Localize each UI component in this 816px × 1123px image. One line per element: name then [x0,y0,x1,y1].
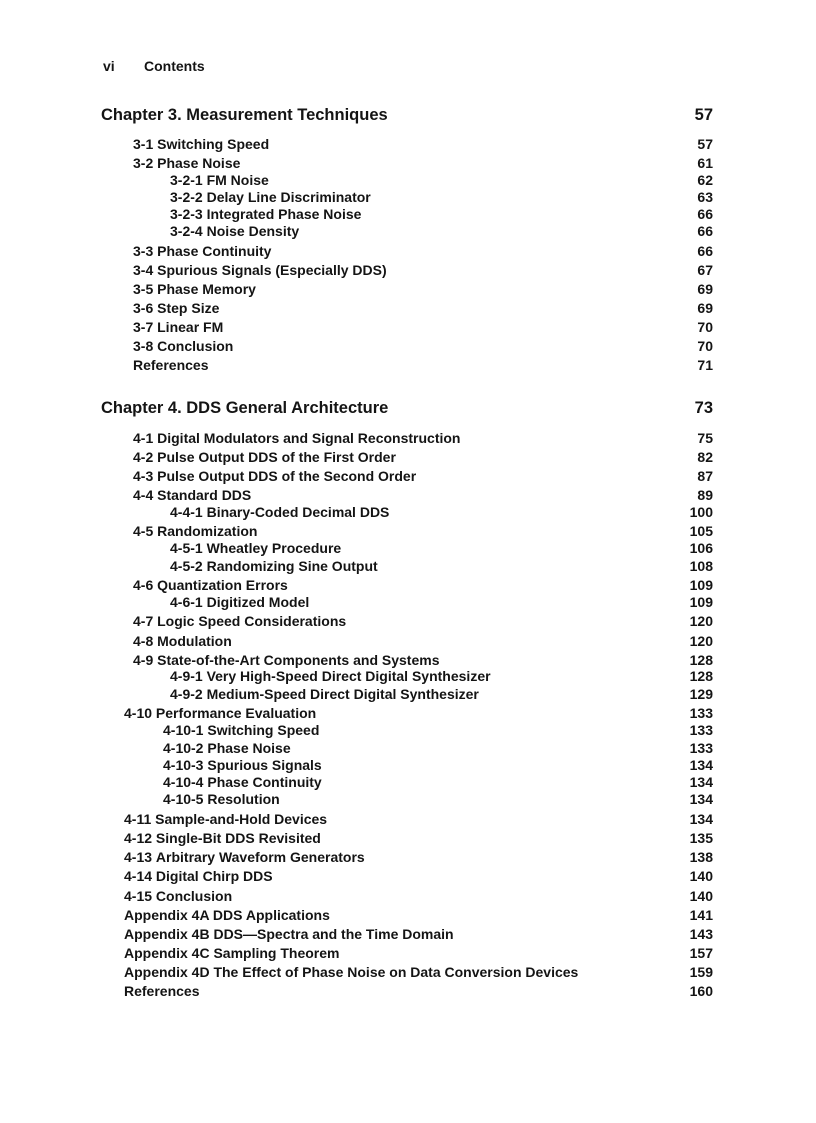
toc-entry[interactable] [124,888,713,904]
toc-entry-number: 4-9-2 [170,686,203,702]
toc-entry[interactable] [124,926,713,942]
toc-entry-label [170,206,361,222]
toc-entry-title: Digital Modulators and Signal Reconstruction [157,430,461,446]
toc-entry-title: Performance Evaluation [155,705,317,721]
toc-entry[interactable] [163,791,713,807]
toc-entry-title: Randomization [157,523,258,539]
chapter-page: 57 [694,106,713,124]
toc-entry-number: 4-4 [133,487,154,503]
toc-entry-title: Spurious Signals [207,757,322,773]
toc-entry-number: 4-9-1 [170,668,203,684]
toc-entry-label [170,189,371,205]
toc-entry-label [163,740,291,756]
toc-entry-label [170,504,389,520]
toc-entry-page: 141 [689,907,713,923]
toc-entry[interactable] [133,262,713,278]
toc-entry-title: Integrated Phase Noise [206,206,362,222]
toc-entry-number: 4-7 [133,613,154,629]
toc-entry[interactable] [170,189,713,205]
toc-entry[interactable] [133,155,713,171]
toc-entry-number: 4-10-1 [163,722,204,738]
toc-entry-title: Very High-Speed Direct Digital Synthesizer [206,668,491,684]
toc-entry-title: Switching Speed [207,722,320,738]
toc-entry[interactable] [170,558,713,574]
toc-entry-number: 4-5-1 [170,540,203,556]
toc-entry-title: Standard DDS [157,487,252,503]
toc-entry-label [124,849,365,865]
toc-entry-page: 63 [697,189,713,205]
toc-entry[interactable] [170,686,713,702]
toc-entry[interactable] [170,206,713,222]
toc-entry-title: References [133,357,209,373]
toc-entry-label [133,633,232,649]
toc-entry[interactable] [163,774,713,790]
running-head-page: vi [103,58,115,74]
toc-entry-title: Pulse Output DDS of the Second Order [157,468,417,484]
toc-entry[interactable] [133,468,713,484]
toc-entry-number: 3-6 [133,300,154,316]
chapter-title: Chapter 3. Measurement Techniques [101,106,388,124]
toc-entry-number: 3-5 [133,281,154,297]
toc-entry[interactable] [124,964,713,980]
toc-entry-title: Appendix 4B DDS—Spectra and the Time Domain [124,926,454,942]
toc-entry[interactable] [163,757,713,773]
toc-entry[interactable] [170,504,713,520]
toc-entry[interactable] [133,319,713,335]
toc-entry-page: 62 [697,172,713,188]
toc-entry-page: 70 [697,338,713,354]
toc-entry-page: 120 [689,633,713,649]
toc-entry-number: 3-4 [133,262,154,278]
toc-entry-page: 159 [689,964,713,980]
toc-entry-page: 66 [697,223,713,239]
toc-entry-title: Digital Chirp DDS [155,868,273,884]
toc-entry-page: 71 [697,357,713,373]
toc-entry-label [170,558,378,574]
toc-entry-label [170,540,341,556]
toc-entry-page: 109 [689,594,713,610]
toc-entry-number: 4-11 [124,811,152,827]
toc-entry[interactable] [124,849,713,865]
toc-entry[interactable] [133,633,713,649]
toc-entry-label [124,705,316,721]
toc-entry-label [124,888,232,904]
toc-entry-page: 70 [697,319,713,335]
toc-entry-label [133,243,271,259]
toc-entry-page: 105 [689,523,713,539]
toc-entry[interactable] [124,830,713,846]
toc-entry-title: Logic Speed Considerations [157,613,347,629]
toc-entry-number: 4-13 [124,849,153,865]
toc-entry-title: State-of-the-Art Components and Systems [157,652,440,668]
toc-entry-label [133,357,209,373]
toc-entry-title: Appendix 4D The Effect of Phase Noise on Data Conversion Devices [124,964,579,980]
toc-entry-page: 82 [697,449,713,465]
toc-entry-title: Wheatley Procedure [206,540,342,556]
toc-entry-page: 134 [689,774,713,790]
toc-entry-title: Phase Memory [157,281,256,297]
toc-entry-label [170,594,309,610]
toc-entry[interactable] [133,357,713,373]
toc-entry-number: 4-9 [133,652,154,668]
toc-entry-title: Binary-Coded Decimal DDS [206,504,390,520]
toc-entry-title: Linear FM [157,319,224,335]
toc-entry-page: 140 [689,888,713,904]
toc-entry-label [170,172,269,188]
toc-entry-page: 133 [689,722,713,738]
toc-entry-page: 133 [689,705,713,721]
toc-entry-number: 4-10 [124,705,153,721]
running-head [103,58,205,74]
toc-entry-label [124,868,273,884]
toc-entry[interactable] [163,722,713,738]
toc-entry-label [170,223,299,239]
toc-entry[interactable] [124,945,713,961]
toc-entry-number: 4-10-4 [163,774,204,790]
toc-entry[interactable] [133,338,713,354]
toc-entry-title: Modulation [157,633,232,649]
toc-entry-title: Phase Noise [207,740,291,756]
toc-entry-title: Phase Continuity [207,774,322,790]
toc-entry-number: 4-10-5 [163,791,204,807]
toc-entry-number: 4-15 [124,888,153,904]
toc-entry-page: 75 [697,430,713,446]
chapter-heading-3[interactable] [101,106,713,125]
toc-entry-page: 69 [697,281,713,297]
toc-entry[interactable] [124,705,713,721]
toc-entry-number: 4-4-1 [170,504,203,520]
toc-entry-title: Phase Noise [157,155,241,171]
toc-entry-number: 4-14 [124,868,153,884]
toc-entry-page: 135 [689,830,713,846]
toc-entry-label [133,449,396,465]
toc-entry-page: 138 [689,849,713,865]
toc-entry-label [170,686,479,702]
toc-entry-label [133,136,269,152]
toc-entry[interactable] [170,172,713,188]
toc-entry-label [133,523,257,539]
toc-entry[interactable] [133,652,713,668]
toc-entry-page: 100 [689,504,713,520]
toc-entry-number: 3-2-4 [170,223,203,239]
toc-entry-page: 143 [689,926,713,942]
toc-entry[interactable] [133,300,713,316]
toc-entry-page: 140 [689,868,713,884]
toc-entry-page: 106 [689,540,713,556]
toc-entry[interactable] [170,668,713,684]
toc-entry-page: 134 [689,811,713,827]
toc-entry-title: Arbitrary Waveform Generators [155,849,365,865]
toc-entry[interactable] [133,487,713,503]
toc-entry-label [133,281,256,297]
toc-entry[interactable] [133,613,713,629]
toc-entry-label [133,430,460,446]
toc-entry-title: Switching Speed [157,136,270,152]
toc-entry-label [133,155,240,171]
toc-entry-title: Phase Continuity [157,243,272,259]
toc-entry-label [124,811,327,827]
toc-entry-number: 3-2-1 [170,172,203,188]
toc-entry-title: Appendix 4A DDS Applications [124,907,330,923]
toc-entry-number: 4-8 [133,633,154,649]
toc-entry[interactable] [124,811,713,827]
toc-entry-number: 3-1 [133,136,154,152]
toc-entry-label [124,983,200,999]
toc-entry-number: 4-1 [133,430,154,446]
toc-entry-title: Step Size [157,300,220,316]
toc-entry-title: Quantization Errors [157,577,288,593]
toc-entry-title: Single-Bit DDS Revisited [155,830,321,846]
toc-entry-page: 108 [689,558,713,574]
toc-entry-page: 109 [689,577,713,593]
toc-entry[interactable] [170,223,713,239]
toc-entry-page: 129 [689,686,713,702]
toc-entry-label [124,830,321,846]
toc-entry-title: FM Noise [206,172,269,188]
toc-entry-title: Resolution [207,791,280,807]
toc-entry-number: 4-3 [133,468,154,484]
toc-entry-page: 128 [689,652,713,668]
toc-entry-number: 4-6-1 [170,594,203,610]
toc-entry[interactable] [124,907,713,923]
toc-entry-title: Conclusion [155,888,233,904]
toc-entry-title: Appendix 4C Sampling Theorem [124,945,340,961]
toc-entry-number: 4-10-3 [163,757,204,773]
toc-entry-page: 134 [689,757,713,773]
toc-entry-title: Medium-Speed Direct Digital Synthesizer [206,686,479,702]
toc-entry-label [124,907,330,923]
toc-entry-label [124,926,454,942]
chapter-heading-4[interactable] [101,399,713,418]
toc-entry-page: 61 [697,155,713,171]
toc-entry-label [133,577,288,593]
toc-entry-label [170,668,491,684]
toc-entry[interactable] [133,430,713,446]
toc-entry-title: Delay Line Discriminator [206,189,371,205]
toc-entry[interactable] [133,449,713,465]
toc-entry-page: 134 [689,791,713,807]
toc-entry-number: 3-2 [133,155,154,171]
toc-entry-title: Sample-and-Hold Devices [155,811,328,827]
running-head-title: Contents [144,58,205,74]
toc-entry[interactable] [170,540,713,556]
toc-entry-page: 66 [697,243,713,259]
toc-entry-number: 4-5-2 [170,558,203,574]
toc-entry-title: Digitized Model [206,594,310,610]
toc-entry-title: Pulse Output DDS of the First Order [157,449,396,465]
toc-entry-number: 4-6 [133,577,154,593]
toc-entry-number: 3-2-2 [170,189,203,205]
chapter-title: Chapter 4. DDS General Architecture [101,399,389,417]
toc-entry-page: 89 [697,487,713,503]
toc-entry-number: 4-10-2 [163,740,204,756]
toc-entry-label [163,774,322,790]
toc-entry[interactable] [133,136,713,152]
toc-entry-label [133,468,416,484]
toc-entry[interactable] [163,740,713,756]
toc-entry-label [133,652,439,668]
toc-entry[interactable] [170,594,713,610]
toc-entry-number: 3-8 [133,338,154,354]
toc-entry-page: 160 [689,983,713,999]
toc-entry-label [163,722,319,738]
toc-entry-label [133,319,223,335]
toc-entry[interactable] [133,523,713,539]
toc-entry-page: 67 [697,262,713,278]
toc-entry-number: 4-5 [133,523,154,539]
toc-entry-page: 57 [697,136,713,152]
toc-entry-title: Noise Density [206,223,300,239]
toc-entry-page: 157 [689,945,713,961]
toc-entry[interactable] [124,868,713,884]
toc-entry-title: Randomizing Sine Output [206,558,378,574]
toc-entry-number: 3-3 [133,243,154,259]
toc-entry-title: References [124,983,200,999]
toc-entry-number: 3-2-3 [170,206,203,222]
toc-entry[interactable] [124,983,713,999]
toc-entry-page: 69 [697,300,713,316]
toc-entry-label [133,613,346,629]
toc-entry-label [163,757,322,773]
toc-entry-number: 3-7 [133,319,154,335]
toc-entry-page: 133 [689,740,713,756]
toc-entry-label [133,300,219,316]
toc-entry-title: Conclusion [157,338,234,354]
toc-entry[interactable] [133,281,713,297]
toc-entry[interactable] [133,243,713,259]
toc-entry-page: 66 [697,206,713,222]
toc-entry-page: 128 [689,668,713,684]
toc-entry-title: Spurious Signals (Especially DDS) [157,262,387,278]
chapter-page: 73 [694,399,713,417]
toc-entry-label [133,262,387,278]
toc-entry-label [133,487,251,503]
toc-entry-label [124,945,339,961]
toc-entry-label [133,338,233,354]
toc-entry-page: 120 [689,613,713,629]
toc-entry-number: 4-2 [133,449,154,465]
toc-entry-label [124,964,578,980]
toc-entry-number: 4-12 [124,830,153,846]
toc-entry-page: 87 [697,468,713,484]
toc-entry-label [163,791,280,807]
toc-entry[interactable] [133,577,713,593]
